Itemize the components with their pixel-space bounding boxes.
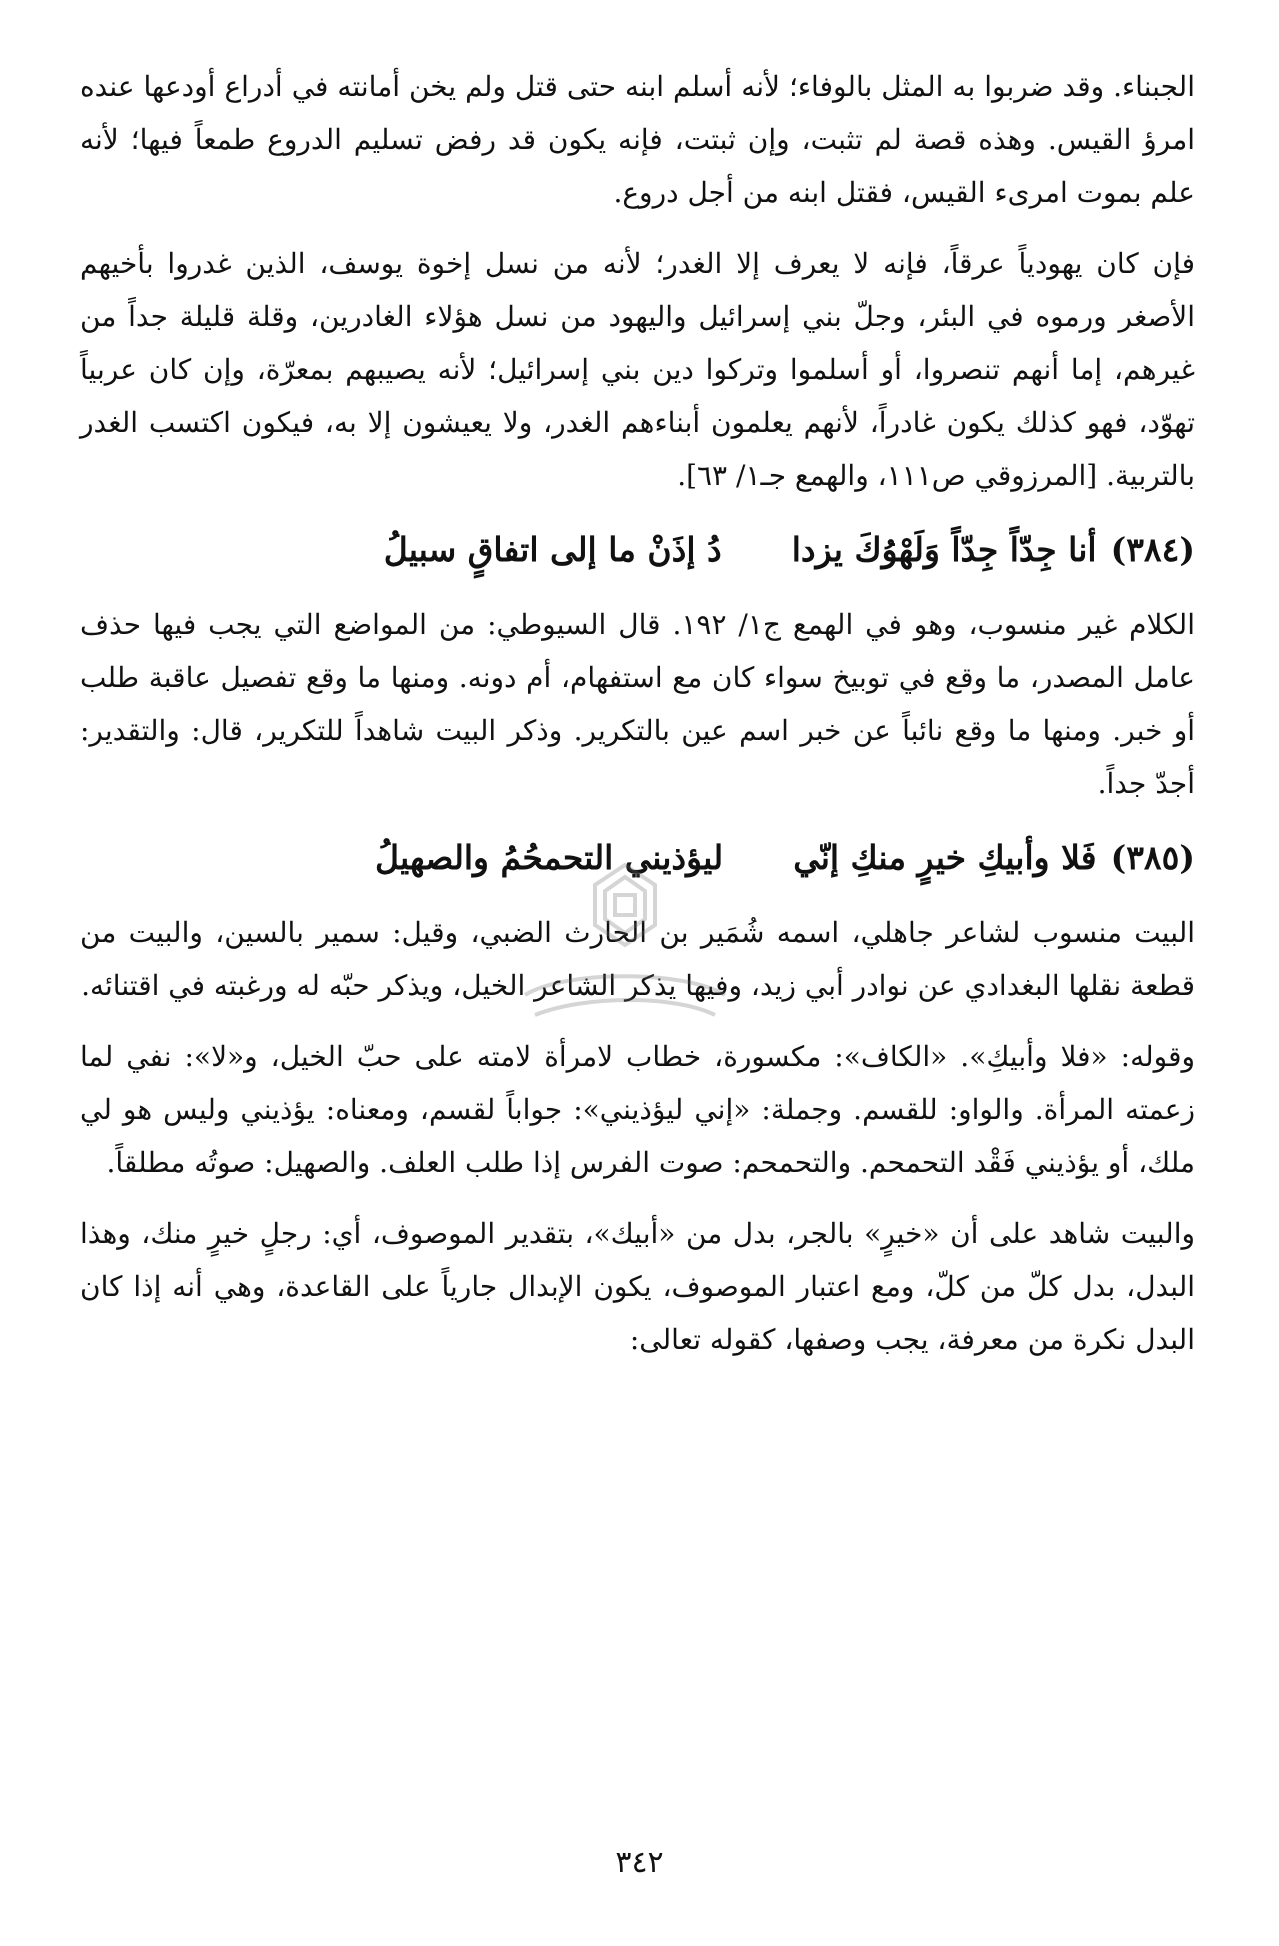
verse-number: (٣٨٥) (1110, 838, 1195, 877)
paragraph: وقوله: «فلا وأبيكِ». «الكاف»: مكسورة، خطاب لامرأة لامته على حبّ الخيل، و«لا»: نفي لما زعمته المرأة. والواو: للقسم. وجملة: «إني ليؤذيني»: جواباً لقسم، ومعناه: يؤذيني وليس هو لي ملك، أو يؤذيني فَقْد التحمحم. والتحمحم: صوت الفرس إذا طلب العلف. والصهيل: صوتُه مطلقاً. (80, 1040, 1195, 1179)
paragraph: الكلام غير منسوب، وهو في الهمع ج١/ ١٩٢. قال السيوطي: من المواضع التي يجب فيها حذف عامل المصدر، ما وقع في توبيخ سواء كان مع استفهام، أم دونه. ومنها ما وقع تفصيل عاقبة طلب أو خبر. ومنها ما وقع نائباً عن خبر اسم عين بالتكرير. وذكر البيت شاهداً للتكرير، قال: والتقدير: أجدّ جداً. (80, 608, 1195, 800)
verse-second-hemistich: ليؤذيني التحمحُمُ والصهيلُ (375, 838, 724, 877)
page-body (80, 60, 1195, 1384)
library-watermark-stamp (505, 855, 745, 1045)
paragraph: الجبناء. وقد ضربوا به المثل بالوفاء؛ لأنه أسلم ابنه حتى قتل ولم يخن أمانته في أدراع أودعها عنده امرؤ القيس. وهذه قصة لم تثبت، وإن ثبتت، فإنه يكون قد رفض تسليم الدروع طمعاً فيها؛ لأنه علم بموت امرىء القيس، فقتل ابنه من أجل دروع. (80, 70, 1195, 209)
page-number: ٣٤٢ (615, 1845, 664, 1880)
verse-first-hemistich: فَلا وأبيكِ خيرٍ منكِ إنّي (793, 838, 1097, 877)
paragraph: فإن كان يهودياً عرقاً، فإنه لا يعرف إلا الغدر؛ لأنه من نسل إخوة يوسف، الذين غدروا بأخيهم الأصغر ورموه في البئر، وجلّ بني إسرائيل واليهود من نسل هؤلاء الغادرين، وقلة قليلة جداً من غيرهم، إما أنهم تنصروا، أو أسلموا وتركوا دين بني إسرائيل؛ لأنه يصيبهم بمعرّة، وإن كان عربياً تهوّد، فهو كذلك يكون غادراً، لأنهم يعلمون أبناءهم الغدر، ولا يعيشون إلا به، فيكون اكتسب الغدر بالتربية. [المرزوقي ص١١١، والهمع جـ١/ ٦٣]. (80, 247, 1195, 492)
verse-first-hemistich: أنا جِدّاً جِدّاً وَلَهْوُكَ يزدا (791, 530, 1097, 569)
verse-second-hemistich: دُ إذَنْ ما إلى اتفاقٍ سبيلُ (383, 530, 722, 569)
paragraph: والبيت شاهد على أن «خيرٍ» بالجر، بدل من «أبيك»، بتقدير الموصوف، أي: رجلٍ خيرٍ منك، وهذا البدل، بدل كلّ من كلّ، ومع اعتبار الموصوف، يكون الإبدال جارياً على القاعدة، وهي أنه إذا كان البدل نكرة من معرفة، يجب وصفها، كقوله تعالى: (80, 1217, 1195, 1356)
verse-384 (80, 520, 1195, 580)
verse-number: (٣٨٤) (1110, 530, 1195, 569)
paragraph: البيت منسوب لشاعر جاهلي، اسمه شُمَير بن الحارث الضبي، وقيل: سمير بالسين، والبيت من قطعة نقلها البغدادي عن نوادر أبي زيد، وفيها يذكر الشاعر الخيل، ويذكر حبّه له ورغبته في اقتنائه. (80, 916, 1195, 1002)
